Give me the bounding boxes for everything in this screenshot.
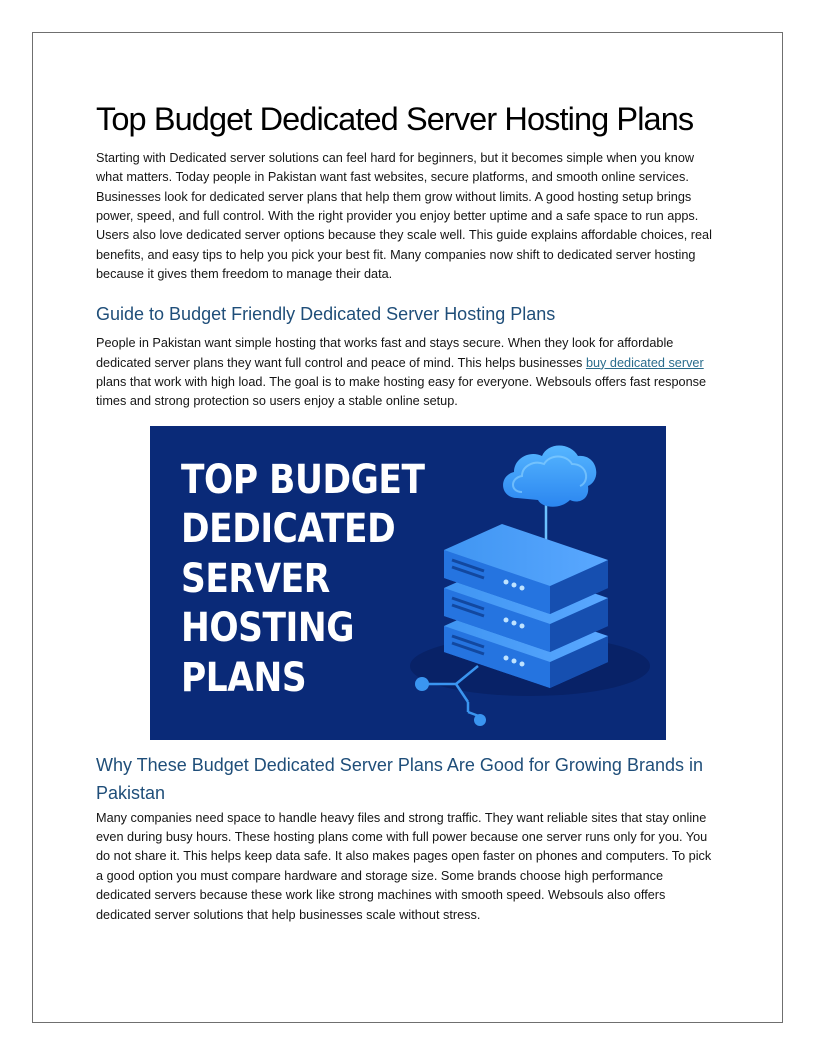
cloud-icon (503, 445, 596, 506)
why-paragraph: Many companies need space to handle heavy files and strong traffic. They want reliable sites that stay online even during busy hours. These hosting plans come with full power because one server runs only for you. You do not share it. This helps keep data safe. It also makes pages open faster on phones and computers. To pick a good option you must compare hardware and storage size. Some brands choose high performance dedicated servers because these work like strong machines with smooth speed. Websouls also offers dedicated server solutions that help businesses scale without stress. (96, 810, 712, 922)
hero-title-text: TOP BUDGET DEDICATED SERVER HOSTING PLANS (181, 456, 425, 701)
guide-text-end: plans that work with high load. The goal is to make hosting easy for everyone. Websouls offers fast response times and strong protection so users enjoy a stable online setup. (96, 375, 707, 409)
section-heading-why: Why These Budget Dedicated Server Plans Are Good for Growing Brands in Pakistan (96, 754, 703, 803)
intro-paragraph: Starting with Dedicated server solutions can feel hard for beginners, but it becomes simple when you know what matters. Today people in Pakistan want fast websites, secure platforms, and smooth online services. Businesses look for dedicated server plans that help them grow without limits. A good hosting setup brings power, speed, and full control. With the right provider you enjoy better uptime and a safe space to run apps. Users also love dedicated server options because they scale well. This guide explains affordable choices, real benefits, and easy tips to help you pick your best fit. Many companies now shift to dedicated server hosting because it gives them freedom to manage their data. (96, 151, 712, 282)
document-title: Top Budget Dedicated Server Hosting Plans (96, 101, 694, 137)
guide-paragraph (96, 334, 720, 411)
document-content (96, 98, 720, 925)
buy-dedicated-server-link[interactable]: buy dedicated server (585, 355, 704, 370)
guide-text-start: People in Pakistan want simple hosting that works fast and stays secure. When they look for affordable dedicated server plans they want full control and peace of mind. This helps businesses (96, 336, 674, 370)
section-heading-guide: Guide to Budget Friendly Dedicated Server Hosting Plans (96, 304, 556, 325)
hero-banner-image (150, 426, 666, 740)
